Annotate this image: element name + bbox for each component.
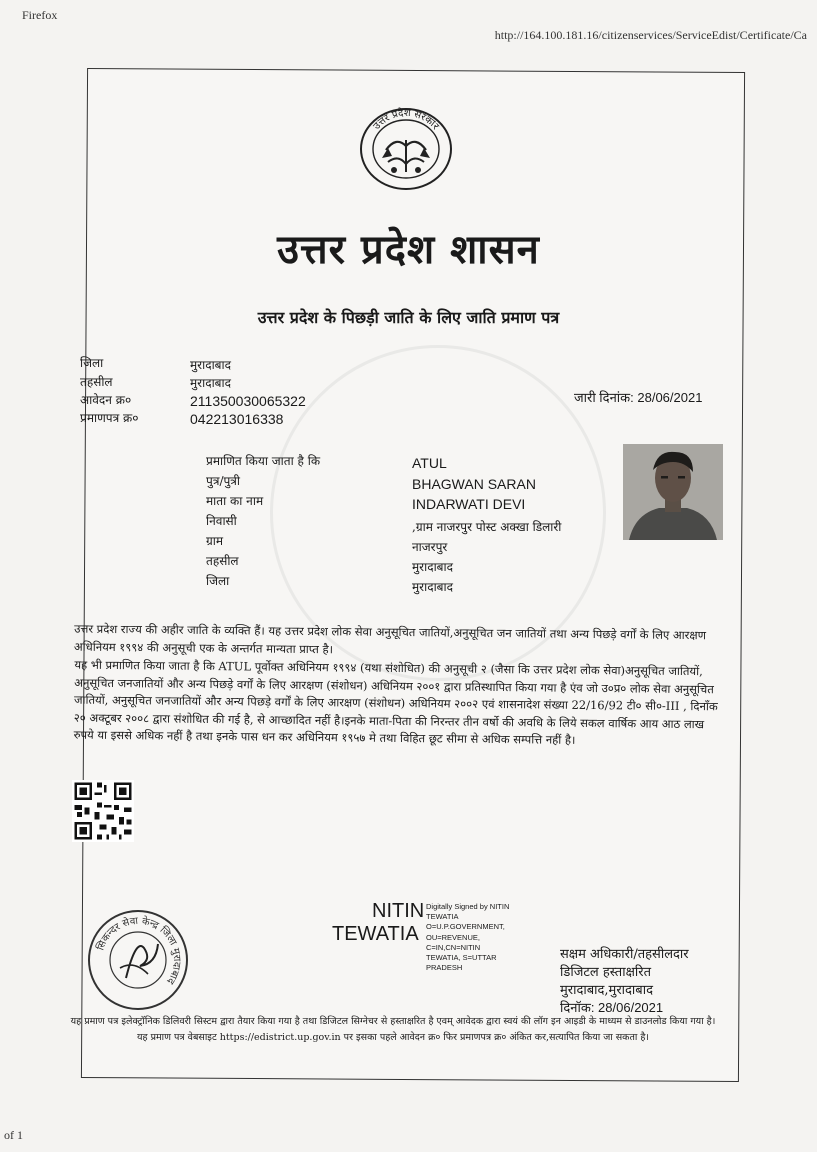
- applicant-name: ATUL: [412, 455, 447, 471]
- service-centre-seal-icon: [86, 908, 190, 1012]
- page-url: http://164.100.181.16/citizenservices/ServiceEdist/Certificate/Ca: [494, 28, 807, 42]
- district-value: मुरादाबाद: [190, 358, 232, 372]
- person-tehsil-label: तहसील: [206, 554, 239, 568]
- application-no-label: आवेदन क्र०: [80, 393, 132, 407]
- dsig-line: PRADESH: [426, 963, 463, 973]
- issue-date: जारी दिनांक: 28/06/2021: [574, 390, 703, 405]
- signer-name-last: TEWATIA: [332, 923, 419, 945]
- dsig-line: C=IN,CN=NITIN: [426, 942, 481, 952]
- resident-label: निवासी: [206, 514, 237, 528]
- applicant-photo: [623, 444, 723, 540]
- tehsil-value: मुरादाबाद: [190, 376, 232, 390]
- district-label: जिला: [80, 356, 104, 370]
- signer-name-first: NITIN: [372, 900, 425, 922]
- dsig-line: OU=REVENUE,: [426, 932, 480, 942]
- certificate-subheading: उत्तर प्रदेश के पिछड़ी जाति के लिए जाति प्रमाण पत्र: [257, 308, 560, 327]
- person-silhouette-icon: [623, 444, 723, 540]
- seal-text: सिकन्दर सेवा केन्द्र जिला मुरादाबाद: [95, 915, 183, 986]
- resident-value: ,ग्राम नाजरपुर पोस्ट अक्खा डिलारी: [412, 520, 562, 534]
- certificate-heading: उत्तर प्रदेश शासन: [277, 226, 540, 273]
- certification-paragraph: यह भी प्रमाणित किया जाता है कि ATUL पूर्वोक्त अधिनियम १९९४ (यथा संशोधित) की अनुसूची २ (जैसा कि उत्तर प्रदेश लोक सेवा)अनुसूचित जातियों, अनुसूचित जनजातियों और अन्य पिछड़े वर्गों के लिए आरक्षण (संशोधन) अधिनियम २००१ द्वारा प्रतिस्थापित किया गया है एंव जो उ०प्र० लोक सेवा अनुसूचित जातियों, अनुसूचित जनजातियों और अन्य पिछड़े वर्गों के लिए आरक्षण (संशोधन) अधिनियम २००२ एवं शासनादेश संख्या 22/16/92 टी० सी०-III , दिनाँक २० अक्टूबर २००८ द्वारा संशोधित की गई है, से आच्छादित नहीं है।इनके माता-पिता की निरन्तर तीन वर्षो की अवधि के लिये सकल वार्षिक आय आठ लाख रुपये या इससे अधिक नहीं है तथा इनके पास धन कर अधिनियम १९५७ मे तथा विहित छूट सीमा से अधिक सम्पत्ति नहीं है।: [73, 657, 718, 747]
- officer-digital-signed: डिजिटल हस्ताक्षरित: [560, 965, 651, 980]
- browser-app-name: Firefox: [22, 8, 58, 22]
- mother-label: माता का नाम: [206, 494, 264, 508]
- page-count: of 1: [4, 1128, 23, 1142]
- dsig-line: TEWATIA, S=UTTAR: [426, 953, 497, 963]
- digital-signature-details: [426, 902, 536, 973]
- village-label: ग्राम: [206, 534, 224, 548]
- officer-date: दिनॉक: 28/06/2021: [560, 1000, 664, 1015]
- certificate-no-label: प्रमाणपत्र क्र०: [80, 411, 139, 425]
- certified-label: प्रमाणित किया जाता है कि: [206, 454, 321, 468]
- person-district-value: मुरादाबाद: [412, 580, 454, 594]
- dsig-line: O=U.P.GOVERNMENT,: [426, 922, 505, 932]
- qr-code-icon: [72, 780, 134, 842]
- footer-note: यह प्रमाण पत्र इलेक्ट्रॉनिक डिलिवरी सिस्टम द्वारा तैयार किया गया है तथा डिजिटल सिग्नेचर से हस्ताक्षरित है एवम् आवेदक द्वारा स्वयं की लॉग इन आइडी के माध्यम से डाउनलोड किया गया है। यह प्रमाण पत्र वेबसाइट https://edistrict.up.gov.in पर इसका पहले आवेदन क्र० फिर प्रमाणपत्र क्र० अंकित कर,सत्यापित किया जा सकता है।: [70, 1016, 716, 1043]
- tehsil-label: तहसील: [80, 375, 113, 389]
- father-name: BHAGWAN SARAN: [412, 476, 536, 492]
- certificate-no-value: 042213016338: [190, 411, 284, 427]
- person-tehsil-value: मुरादाबाद: [412, 560, 454, 574]
- emblem-text: उत्तर प्रदेश सरकार: [371, 107, 441, 133]
- mother-name: INDARWATI DEVI: [412, 496, 526, 512]
- officer-designation: सक्षम अधिकारी/तहसीलदार: [560, 947, 689, 962]
- dsig-line: TEWATIA: [426, 912, 459, 922]
- up-government-emblem-icon: [356, 106, 456, 192]
- village-value: नाजरपुर: [412, 540, 448, 554]
- person-district-label: जिला: [206, 574, 230, 588]
- svg-text:सिकन्दर सेवा केन्द्र जिला मुरा: [94, 915, 182, 986]
- caste-paragraph: उत्तर प्रदेश राज्य की अहीर जाति के व्यक्ति हैं। यह उत्तर प्रदेश लोक सेवा अनुसूचित जातियों,अनुसूचित जन जातियों तथा अन्य पिछड़े वर्गों के लिए आरक्षण अधिनियम १९९४ की अनुसूची एक के अन्तर्गत मान्यता प्राप्त है।: [73, 621, 707, 656]
- dsig-line: Digitally Signed by NITIN: [426, 902, 510, 911]
- application-no-value: 211350030065322: [190, 393, 306, 409]
- parent-label: पुत्र/पुत्री: [206, 474, 241, 488]
- officer-location: मुरादाबाद,मुरादाबाद: [560, 983, 653, 998]
